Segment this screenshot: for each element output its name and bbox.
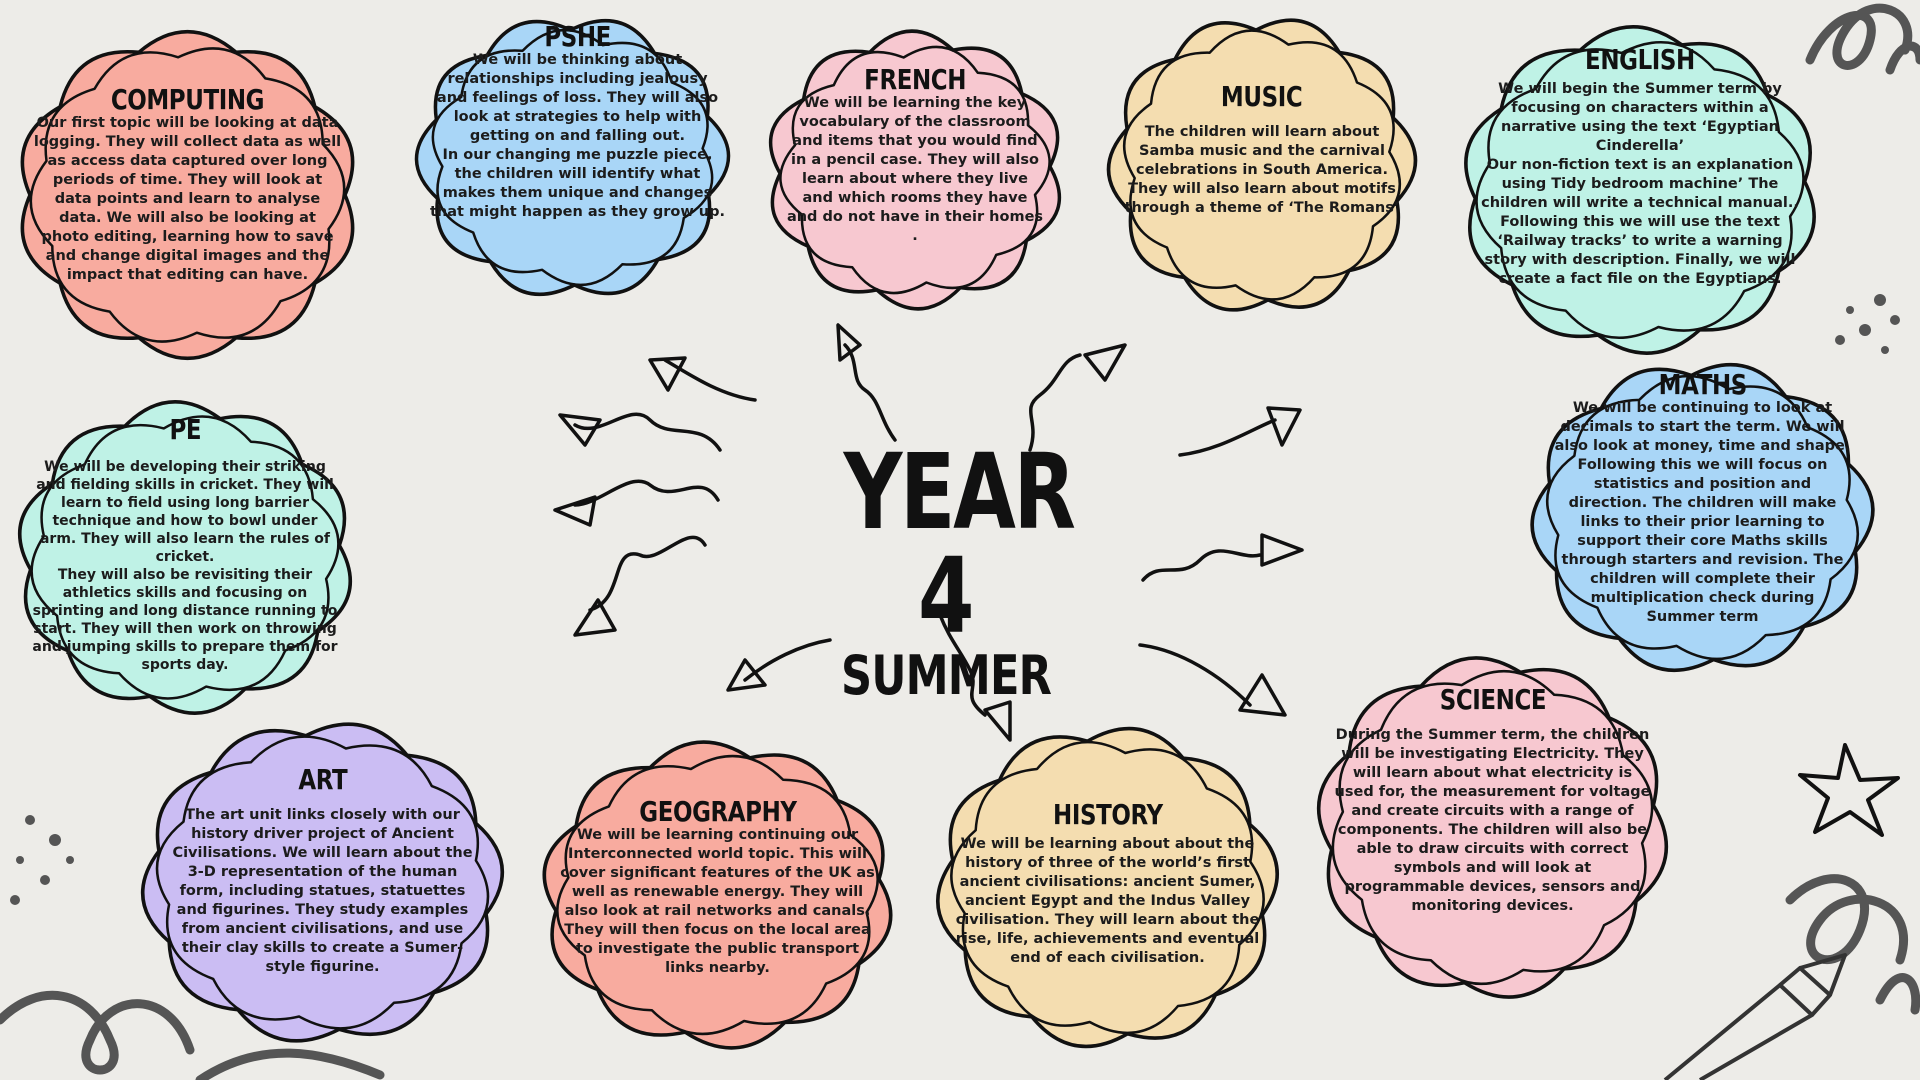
subject-text: During the Summer term, the children will be investigating Electricity. They will learn about what electricity is used for, the measurement for voltage and create circuits with a range of components. The children will also be able to draw circuits with correct symbols and will look at programmable devices, sensors and monitoring devices. (1334, 727, 1651, 915)
subject-text: We will be learning continuing our Interconnected world topic. This will cover significant features of the UK as well as renewable energy. They will also look at rail networks and canals. They will then focus on the local area to investigate the public transport links nearby. (560, 827, 875, 977)
cloud-art (125, 705, 520, 1060)
subject-text: We will be developing their striking and fielding skills in cricket. They will learn to field using long barrier technique and how to bowl under arm. They will also learn the rules of cricket. They will also be revisiting their athletics skills and focusing on sprinting and long distance running to start. They will then work on throwing and jumping skills to prepare them for sports day. (32, 459, 338, 674)
subject-heading: HISTORY (1052, 798, 1163, 831)
subject-heading: SCIENCE (1439, 683, 1546, 716)
page-subtitle: SUMMER (841, 644, 1052, 707)
cloud-music (1092, 0, 1432, 330)
subject-text: We will be learning about about the history of three of the world’s first ancient civilisations: ancient Sumer, ancient Egypt and the Indus Valley civilisation. They will learn about the rise, life, achievements and eventual end of each civilisation. (955, 836, 1260, 967)
subject-heading: FRENCH (864, 63, 966, 96)
title-block (815, 431, 1075, 707)
page-title: YEAR 4 (843, 431, 1074, 657)
cloud-pe (0, 385, 370, 730)
subject-text: Our first topic will be looking at data logging. They will collect data as well as access data captured over long periods of time. They will look at data points and learn to analyse data. We will also be looking at photo editing, learning how to save and change digital images and the impact that editing can have. (33, 115, 342, 284)
subject-heading: COMPUTING (110, 83, 265, 116)
subject-text: The art unit links closely with our history driver project of Ancient Civilisations. We will learn about the 3-D representation of the human form, including statues, statuettes and figurines. They study examples from ancient civilisations, and use their clay skills to create a Sumer- style figurine. (172, 807, 473, 976)
subject-text: We will begin the Summer term by focusing on characters within a narrative using the text ‘Egyptian Cinderella’ Our non-fiction text is an explanation using Tidy bedroom machine’ The children will write a technical manual.. Following this we will use the text ‘Railway tracks’ to write a warning story with description. Finally, we will create a fact file on the Egyptians. (1481, 81, 1799, 288)
cloud-pshe (400, 0, 745, 315)
cloud-french (750, 15, 1080, 325)
subject-heading: ENGLISH (1585, 43, 1695, 76)
subject-text: We will be learning the key vocabulary of the classroom and items that you would find in a pencil case. They will also learn about where they live and which rooms they have and do not have in their homes . (786, 95, 1044, 245)
cloud-geography (525, 725, 910, 1065)
cloud-maths (1515, 345, 1890, 690)
subject-heading: PSHE (544, 20, 611, 53)
subject-heading: PE (169, 413, 201, 446)
subject-text: The children will learn about Samba music and the carnival celebrations in South America. They will also learn about motifs through a theme of ‘The Romans’ (1124, 124, 1400, 217)
subject-heading: GEOGRAPHY (638, 795, 797, 828)
cloud-computing (0, 15, 375, 375)
cloud-history (920, 710, 1295, 1065)
subject-heading: ART (298, 763, 347, 796)
cloud-science (1300, 640, 1685, 1015)
subject-heading: MATHS (1658, 368, 1747, 401)
cloud-english (1445, 10, 1835, 370)
subject-text: We will be thinking about relationships including jealousy and feelings of loss. They will also look at strategies to help with getting on and falling out. In our changing me puzzle piece, the children will identify what makes them unique and changes that might happen as they grow up. (429, 52, 726, 221)
subject-text: We will be continuing to look at decimals to start the term. We will also look at money, time and shape. Following this we will focus on statistics and position and direction. The children will make links to their prior learning to support their core Maths skills through starters and revision. The children will complete their multiplication check during Summer term (1554, 400, 1851, 626)
subject-heading: MUSIC (1221, 80, 1303, 113)
